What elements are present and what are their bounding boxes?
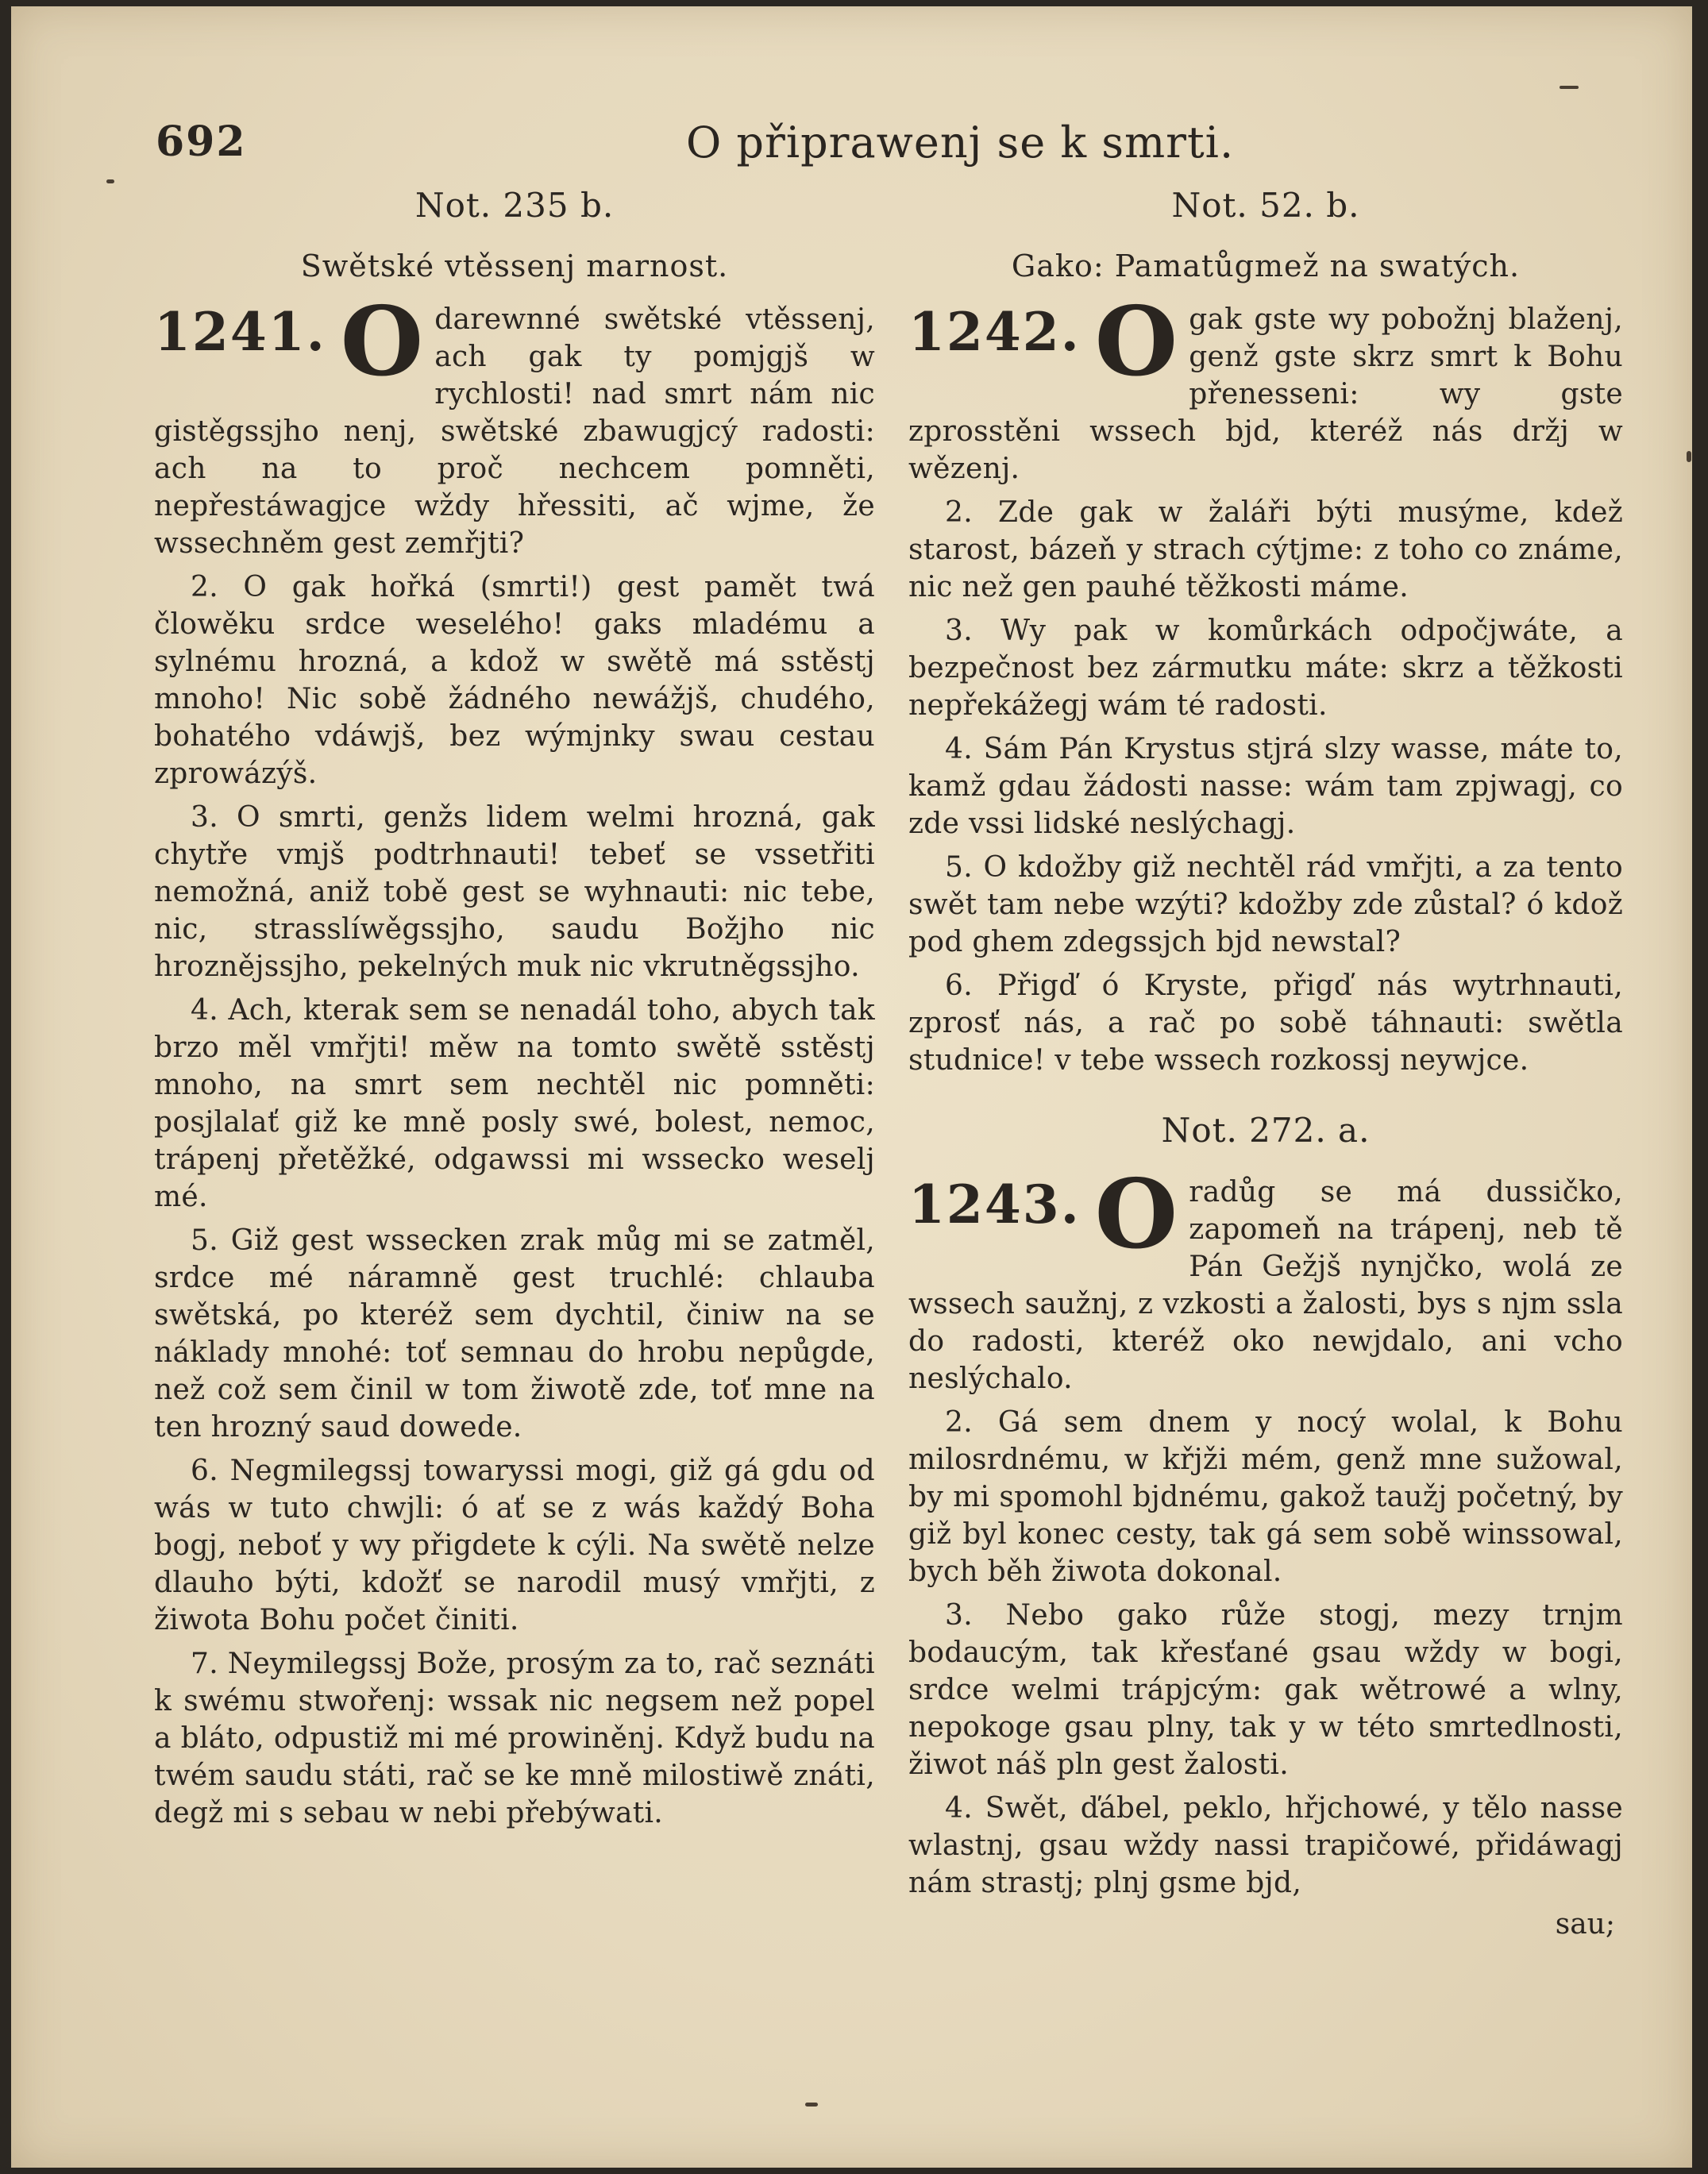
ink-speck	[1560, 86, 1579, 89]
hymn-number: 1241.	[154, 301, 326, 363]
stanza: 4. Ach, kterak sem se nenadál toho, abych tak brzo měl vmřjti! měw na tomto swětě sstěstj mnoho, na smrt sem nechtěl nic pomněti: posjlalať giž ke mně posly swé, bolest, nemoc, trápenj přetěžké, odgawssi mi wssecko weselj mé.	[154, 994, 875, 1213]
stanza: 7. Neymilegssj Bože, prosým za to, rač seznáti k swému stwořenj: wssak nic negsem než popel a bláto, odpustiž mi mé prowiněnj. Když budu na twém saudu státi, rač se ke mně milostiwě znáti, degž mi s sebau w nebi přebýwati.	[154, 1648, 875, 1829]
ink-speck	[1687, 451, 1691, 462]
hymn-1241	[154, 286, 875, 1832]
stanza: 3. Wy pak w komůrkách odpočjwáte, a bezpečnost bez zármutku máte: skrz a těžkosti nepřekážegj wám té radosti.	[908, 615, 1623, 722]
page-number: 692	[156, 118, 247, 166]
stanza: 5. O kdožby giž nechtěl rád vmřjti, a za tento swět tam nebe wzýti? kdožby zde zůstal? ó kdož pod ghem zdegssjch bjd newstal?	[908, 851, 1623, 958]
running-head	[11, 118, 1692, 181]
hymn-number: 1242.	[908, 301, 1081, 363]
stanza: gak gste wy pobožnj blaženj, genž gste skrz smrt k Bohu přenesseni: wy gste zprosstěni wssech bjd, kteréž nás držj w wězenj.	[908, 303, 1623, 485]
ink-speck	[106, 179, 114, 183]
stanza: 4. Sám Pán Krystus stjrá slzy wasse, máte to, kamž gdau žádosti nasse: wám tam zpjwagj, co zde vssi lidské neslýchagj.	[908, 733, 1623, 840]
drop-cap: O	[1094, 1158, 1178, 1270]
drop-cap: O	[340, 286, 424, 398]
stanza: 3. O smrti, genžs lidem welmi hrozná, gak chytře vmjš podtrhnauti! tebeť se vssetřiti nemožná, aniž tobě gest se wyhnauti: nic tebe, nic, strasslíwěgssjho, saudu Božjho nic hroznějssjho, pekelných muk nic vkrutněgssjho.	[154, 801, 875, 983]
hymn-1243	[908, 1158, 1623, 1941]
page-title: O připrawenj se k smrti.	[686, 118, 1235, 168]
stanza: 2. O gak hořká (smrti!) gest pamět twá člowěku srdce weselého! gaks mladému a sylnému hrozná, a kdož w swětě má sstěstj mnoho! Nic sobě žádného newážjš, chudého, bohatého vdáwjš, bez wýmjnky swau cestau zprowázýš.	[154, 571, 875, 790]
note-reference: Not. 235 b.	[414, 186, 615, 225]
drop-cap: O	[1094, 286, 1178, 398]
stanza: 3. Nebo gako růže stogj, mezy trnjm bodaucým, tak křesťané gsau wždy w bogi, srdce welmi trápjcým: gak wětrowé a wlny, nepokoge gsau plny, tak y w této smrtedlnosti, žiwot náš pln gest žalosti.	[908, 1599, 1623, 1781]
stanza: darewnné swětské vtěssenj, ach gak ty pomjgjš w rychlosti! nad smrt nám nic gistěgssjho nenj, swětské zbawugjcý radosti: ach na to proč nechcem pomněti, nepřestáwagjce wždy hřessiti, ač wjme, že wssechněm gest zemřjti?	[154, 303, 875, 560]
hymn-1242	[908, 286, 1623, 1079]
ink-speck	[805, 2103, 818, 2107]
stanza: 6. Negmilegssj towaryssi mogi, giž gá gdu od wás w tuto chwjli: ó ať se z wás každý Boha bogj, neboť y wy přigdete k cýli. Na swětě nelze dlauho býti, kdožť se narodil musý vmřjti, z žiwota Bohu počet činiti.	[154, 1455, 875, 1636]
note-reference: Not. 52. b.	[1171, 186, 1360, 225]
left-column	[154, 175, 875, 1838]
melody-title: Gako: Pamatůgmež na swatých.	[1011, 249, 1521, 283]
book-page	[11, 6, 1692, 2168]
melody-title: Swětské vtěssenj marnost.	[300, 249, 729, 283]
stanza: radůg se má dussičko, zapomeň na trápenj, neb tě Pán Gežjš nynjčko, wolá ze wssech saužnj, z vzkosti a žalosti, bys s njm ssla do radosti, kteréž oko newjdalo, ani vcho neslýchalo.	[908, 1176, 1623, 1395]
right-column	[908, 175, 1623, 1941]
note-reference: Not. 272. a.	[1161, 1111, 1371, 1150]
catchword: sau;	[1555, 1908, 1615, 1941]
stanza: 6. Přigď ó Kryste, přigď nás wytrhnauti, zprosť nás, a rač po sobě táhnauti: swětla studnice! v tebe wssech rozkossj neywjce.	[908, 969, 1623, 1077]
stanza: 2. Gá sem dnem y nocý wolal, k Bohu milosrdnému, w křjži mém, genž mne sužowal, by mi spomohl bjdnému, gakož taužj početný, by giž byl konec cesty, tak gá sem sobě winssowal, bych běh žiwota dokonal.	[908, 1406, 1623, 1588]
hymn-number: 1243.	[908, 1174, 1081, 1235]
stanza: 4. Swět, ďábel, peklo, hřjchowé, y tělo nasse wlastnj, gsau wždy nassi trapičowé, přidáwagj nám strastj; plnj gsme bjd,	[908, 1792, 1623, 1899]
stanza: 2. Zde gak w žaláři býti musýme, kdež starost, bázeň y strach cýtjme: z toho co známe, nic než gen pauhé těžkosti máme.	[908, 496, 1623, 603]
stanza: 5. Giž gest wssecken zrak můg mi se zatměl, srdce mé náramně gest truchlé: chlauba swětská, po kteréž sem dychtil, činiw na se náklady mnohé: toť semnau do hrobu nepůgde, než což sem činil w tom žiwotě zde, toť mne na ten hrozný saud dowede.	[154, 1224, 875, 1444]
